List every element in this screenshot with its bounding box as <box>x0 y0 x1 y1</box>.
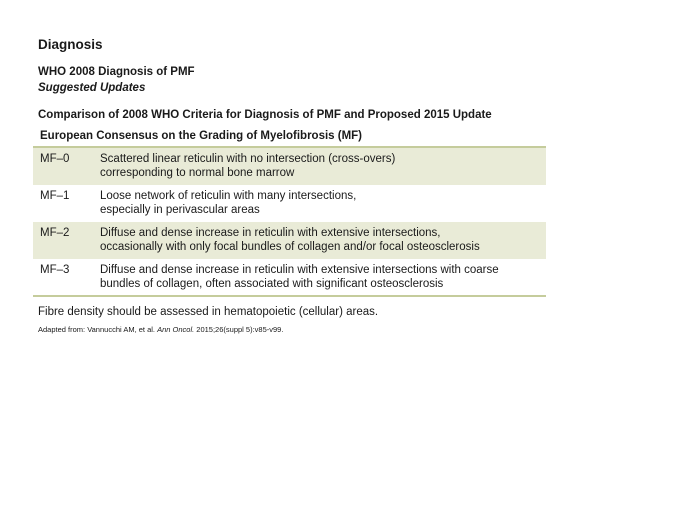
subtitle-italic: Suggested Updates <box>38 82 146 94</box>
grade-cell: MF–3 <box>40 264 70 276</box>
description-line: bundles of collagen, often associated with significant osteosclerosis <box>100 278 444 290</box>
citation-prefix: Adapted from: Vannucchi AM, et al. <box>38 325 158 334</box>
description-line: especially in perivascular areas <box>100 204 260 216</box>
table-row <box>33 185 546 222</box>
table-row <box>33 148 546 185</box>
table-heading: European Consensus on the Grading of Myelofibrosis (MF) <box>33 128 546 148</box>
description-line: occasionally with only focal bundles of collagen and/or focal osteosclerosis <box>100 241 480 253</box>
grade-cell: MF–2 <box>40 227 70 239</box>
description-line: Diffuse and dense increase in reticulin with extensive intersections with coarse <box>100 264 499 276</box>
description-line: Scattered linear reticulin with no intersection (cross-overs) <box>100 153 396 165</box>
table-row <box>33 259 546 296</box>
grading-table <box>33 128 546 297</box>
comparison-title: Comparison of 2008 WHO Criteria for Diagnosis of PMF and Proposed 2015 Update <box>38 109 492 121</box>
grade-cell: MF–1 <box>40 190 70 202</box>
description-cell <box>100 259 546 296</box>
description-cell <box>100 148 546 185</box>
section-title: Diagnosis <box>38 37 103 52</box>
description-cell <box>100 222 546 259</box>
description-line: corresponding to normal bone marrow <box>100 167 295 179</box>
grade-cell: MF–0 <box>40 153 70 165</box>
subtitle: WHO 2008 Diagnosis of PMF <box>38 66 195 78</box>
citation-journal: Ann Oncol. <box>157 325 195 334</box>
description-line: Diffuse and dense increase in reticulin with extensive intersections, <box>100 227 441 239</box>
description-cell <box>100 185 546 222</box>
description-line: Loose network of reticulin with many intersections, <box>100 190 357 202</box>
footnote: Fibre density should be assessed in hematopoietic (cellular) areas. <box>38 306 379 318</box>
grade-table-body <box>33 148 546 297</box>
citation-suffix: 2015;26(suppl 5):v85-v99. <box>194 325 284 334</box>
table-row <box>33 222 546 259</box>
citation <box>38 325 283 334</box>
